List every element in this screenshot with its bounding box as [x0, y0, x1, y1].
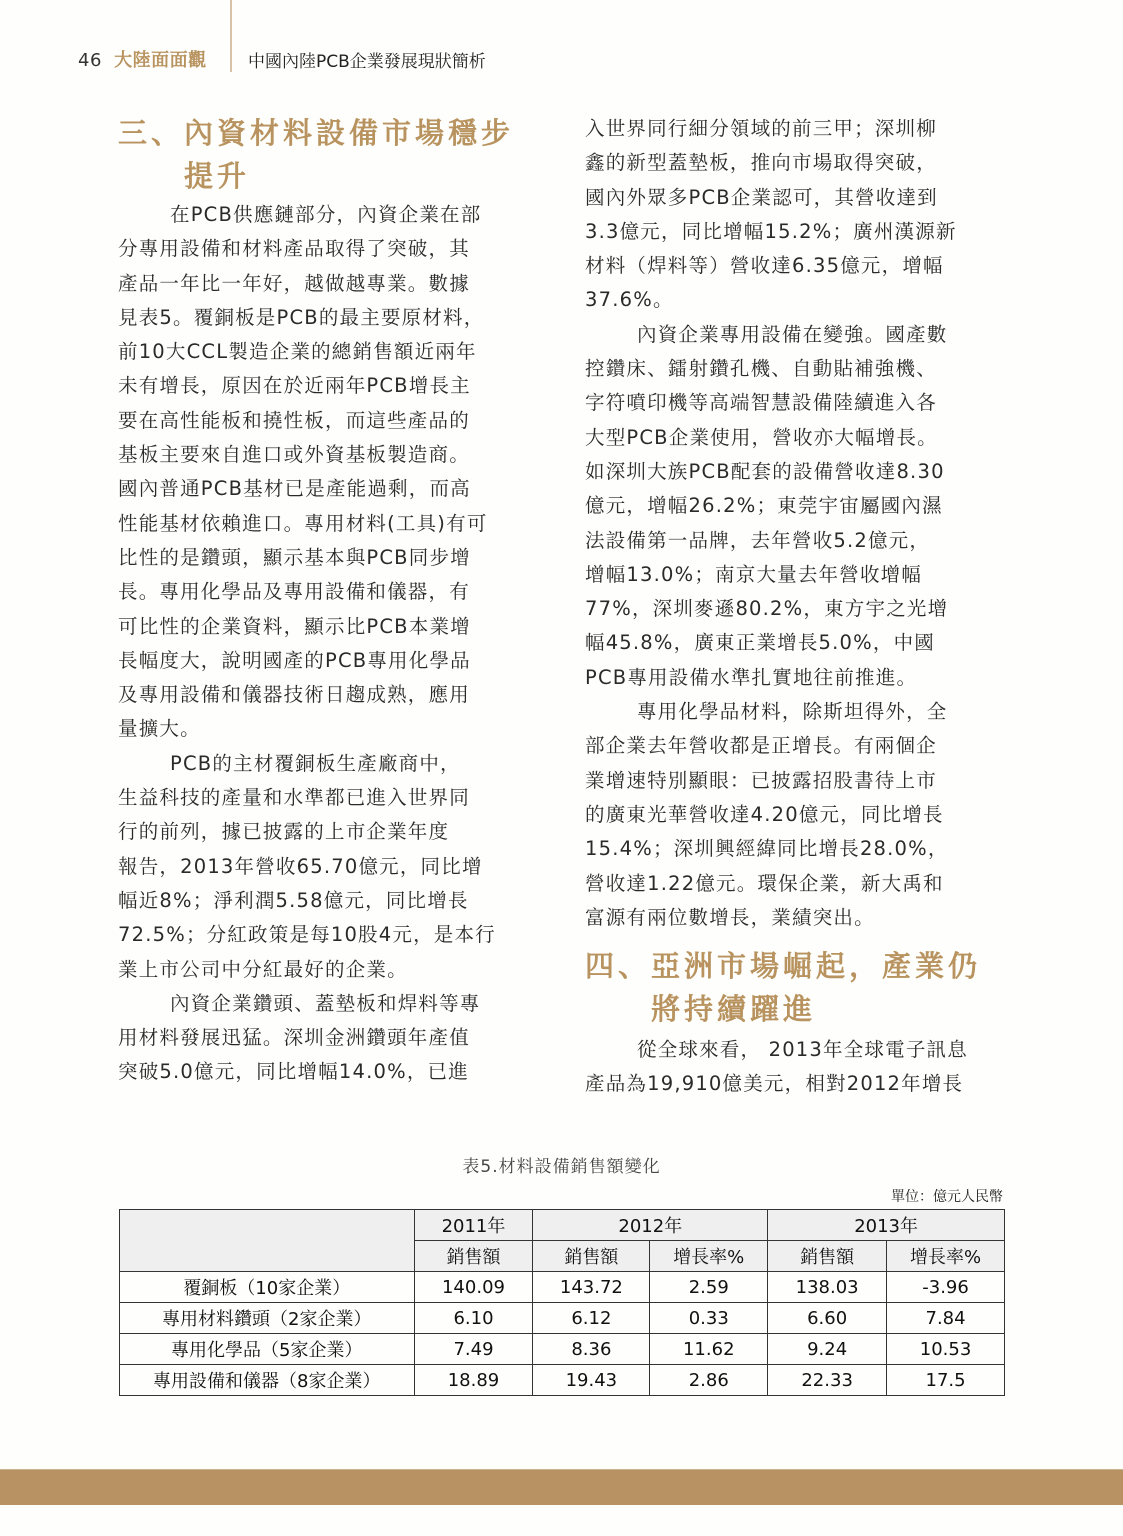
table-caption: 表5.材料設備銷售額變化 — [462, 1157, 661, 1177]
text-line: PCB的主材覆銅板生產廠商中， — [170, 751, 461, 775]
table-corner-cell — [120, 1210, 415, 1272]
text-line: 37.6%。 — [585, 288, 674, 312]
paragraph — [118, 198, 538, 747]
table-cell: 2.59 — [650, 1272, 768, 1303]
left-column — [118, 112, 538, 1090]
text-line: 法設備第一品牌，去年營收5.2億元， — [585, 528, 931, 552]
text-line: 如深圳大族PCB配套的設備營收達8.30 — [585, 459, 945, 483]
text-line: 幅45.8%，廣東正業增長5.0%，中國 — [585, 631, 935, 655]
table-cell: 6.12 — [533, 1303, 650, 1334]
text-line: 鑫的新型蓋墊板，推向市場取得突破， — [585, 151, 937, 175]
section-heading-4 — [585, 945, 1005, 1031]
text-line: 富源有兩位數增長，業績突出。 — [585, 905, 875, 929]
heading-line: 將持續躍進 — [651, 992, 817, 1027]
text-line: 報告，2013年營收65.70億元，同比增 — [118, 854, 483, 878]
text-line: 長。專用化學品及專用設備和儀器，有 — [118, 580, 470, 604]
text-line: 材料（焊料等）營收達6.35億元，增幅 — [585, 254, 944, 278]
text-line: 國內普通PCB基材已是產能過剩，而高 — [118, 477, 471, 501]
section-name: 大陸面面觀 — [114, 50, 207, 71]
table-cell: 19.43 — [533, 1365, 650, 1396]
table-cell: 8.36 — [533, 1334, 650, 1365]
text-line: 字符噴印機等高端智慧設備陸續進入各 — [585, 391, 937, 415]
table-cell: 9.24 — [768, 1334, 887, 1365]
text-line: 基板主要來自進口或外資基板製造商。 — [118, 443, 470, 467]
text-line: 用材料發展迅猛。深圳金洲鑽頭年產值 — [118, 1026, 470, 1050]
text-line: 內資企業專用設備在變強。國產數 — [637, 322, 948, 346]
text-line: 量擴大。 — [118, 717, 201, 741]
table-cell: 17.5 — [887, 1365, 1005, 1396]
subheader-sales: 銷售額 — [414, 1241, 533, 1272]
text-line: 性能基材依賴進口。專用材料(工具)有可 — [118, 511, 488, 535]
row-label: 專用設備和儀器（8家企業） — [120, 1365, 415, 1396]
table-cell: 7.49 — [414, 1334, 533, 1365]
text-line: 產品一年比一年好，越做越專業。數據 — [118, 271, 470, 295]
heading-line: 提升 — [184, 159, 251, 193]
row-label: 專用化學品（5家企業） — [120, 1334, 415, 1365]
year-header: 2012年 — [533, 1210, 768, 1241]
text-line: 控鑽床、鐳射鑽孔機、自動貼補強機、 — [585, 357, 937, 381]
subheader-sales: 銷售額 — [768, 1241, 887, 1272]
text-line: 部企業去年營收都是正增長。有兩個企 — [585, 734, 937, 758]
text-line: 見表5。覆銅板是PCB的最主要原材料， — [118, 305, 485, 329]
text-line: 的廣東光華營收達4.20億元，同比增長 — [585, 802, 944, 826]
sales-table — [119, 1209, 1005, 1396]
text-line: 幅近8%；淨利潤5.58億元，同比增長 — [118, 888, 469, 912]
table-cell: 140.09 — [414, 1272, 533, 1303]
text-line: 入世界同行細分領域的前三甲；深圳柳 — [585, 117, 937, 140]
table-row — [120, 1303, 1005, 1334]
text-line: 可比性的企業資料，顯示比PCB本業增 — [118, 614, 471, 638]
paragraph — [118, 747, 538, 987]
paragraph — [585, 112, 1005, 318]
table-cell: 143.72 — [533, 1272, 650, 1303]
text-line: 大型PCB企業使用，營收亦大幅增長。 — [585, 425, 938, 449]
header-divider — [230, 0, 232, 72]
text-line: 未有增長，原因在於近兩年PCB增長主 — [118, 374, 471, 398]
heading-line: 三、內資材料設備市場穩步 — [118, 116, 515, 150]
text-line: 3.3億元，同比增幅15.2%；廣州漢源新 — [585, 219, 957, 243]
table-cell: 11.62 — [650, 1334, 768, 1365]
text-line: 內資企業鑽頭、蓋墊板和焊料等專 — [170, 991, 481, 1015]
table-cell: 0.33 — [650, 1303, 768, 1334]
table-cell: 6.10 — [414, 1303, 533, 1334]
section-heading-3 — [118, 112, 538, 198]
text-line: 在PCB供應鏈部分，內資企業在部 — [170, 203, 482, 226]
year-header: 2013年 — [768, 1210, 1005, 1241]
heading-line: 四、亞洲市場崛起，產業仍 — [585, 949, 982, 984]
table-row — [120, 1272, 1005, 1303]
table-row — [120, 1334, 1005, 1365]
subheader-growth: 增長率% — [650, 1241, 768, 1272]
text-line: 分專用設備和材料產品取得了突破，其 — [118, 237, 470, 261]
text-line: 生益科技的產量和水準都已進入世界同 — [118, 786, 470, 810]
page-number: 46 — [78, 50, 102, 71]
footer-bar — [0, 1469, 1123, 1505]
text-line: 突破5.0億元，同比增幅14.0%，已進 — [118, 1060, 469, 1084]
subheader-sales: 銷售額 — [533, 1241, 650, 1272]
text-line: 72.5%；分紅政策是每10股4元，是本行 — [118, 923, 496, 947]
text-line: 15.4%；深圳興經緯同比增長28.0%， — [585, 837, 949, 861]
text-line: 增幅13.0%；南京大量去年營收增幅 — [585, 562, 923, 586]
text-line: 營收達1.22億元。環保企業，新大禹和 — [585, 871, 944, 895]
table-row — [120, 1365, 1005, 1396]
row-label: 專用材料鑽頭（2家企業） — [120, 1303, 415, 1334]
table-cell: 6.60 — [768, 1303, 887, 1334]
left-paragraphs — [118, 198, 538, 1090]
paragraph — [585, 318, 1005, 695]
right-paragraphs — [585, 112, 1005, 935]
text-line: 業上市公司中分紅最好的企業。 — [118, 957, 408, 981]
table-cell: 22.33 — [768, 1365, 887, 1396]
text-line: 要在高性能板和撓性板，而這些產品的 — [118, 408, 470, 432]
article-title: 中國內陸PCB企業發展現狀簡析 — [248, 52, 486, 72]
text-line: 及專用設備和儀器技術日趨成熟，應用 — [118, 683, 470, 707]
text-line: 長幅度大，說明國產的PCB專用化學品 — [118, 648, 471, 672]
text-line: 從全球來看， 2013年全球電子訊息 — [637, 1038, 968, 1062]
right-paragraphs-after — [585, 1033, 1005, 1102]
header-left — [78, 46, 207, 72]
table-cell: 138.03 — [768, 1272, 887, 1303]
paragraph — [585, 695, 1005, 935]
table-cell: 7.84 — [887, 1303, 1005, 1334]
row-label: 覆銅板（10家企業） — [120, 1272, 415, 1303]
text-line: 國內外眾多PCB企業認可，其營收達到 — [585, 185, 938, 209]
text-line: 專用化學品材料，除斯坦得外，全 — [637, 700, 948, 724]
paragraph — [585, 1033, 1005, 1102]
table-cell: 2.86 — [650, 1365, 768, 1396]
text-line: 比性的是鑽頭，顯示基本與PCB同步增 — [118, 545, 471, 569]
year-header: 2011年 — [414, 1210, 533, 1241]
table-cell: 10.53 — [887, 1334, 1005, 1365]
subheader-growth: 增長率% — [887, 1241, 1005, 1272]
table-cell: 18.89 — [414, 1365, 533, 1396]
text-line: 業增速特別顯眼：已披露招股書待上市 — [585, 768, 937, 792]
right-column — [585, 112, 1005, 1102]
text-line: 產品為19,910億美元，相對2012年增長 — [585, 1072, 964, 1096]
text-line: 前10大CCL製造企業的總銷售額近兩年 — [118, 340, 477, 364]
text-line: 億元，增幅26.2%；東莞宇宙屬國內濕 — [585, 494, 943, 518]
table-unit: 單位：億元人民幣 — [891, 1189, 1003, 1205]
text-line: PCB專用設備水準扎實地往前推進。 — [585, 665, 918, 689]
table-cell: -3.96 — [887, 1272, 1005, 1303]
text-line: 行的前列，據已披露的上市企業年度 — [118, 820, 450, 844]
text-line: 77%，深圳麥遜80.2%，東方宇之光增 — [585, 597, 949, 621]
paragraph — [118, 987, 538, 1090]
